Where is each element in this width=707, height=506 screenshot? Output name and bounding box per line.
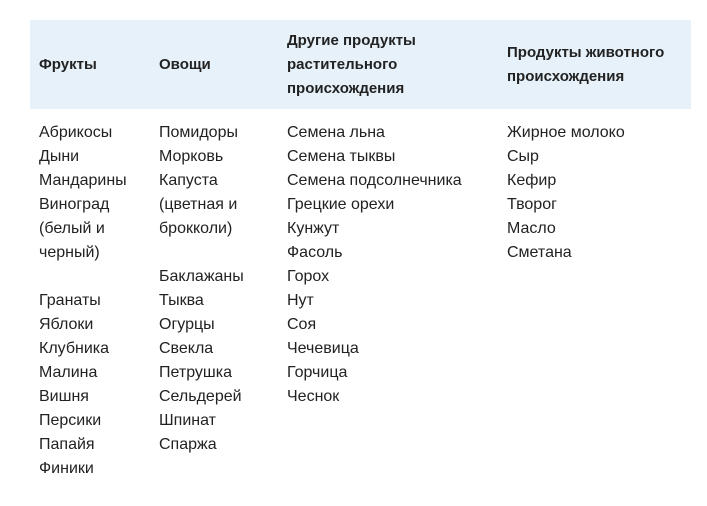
list-item: Яблоки xyxy=(39,316,94,333)
list-item: Жирное молоко xyxy=(507,124,625,141)
column-fruits xyxy=(39,121,149,481)
list-item: Персики xyxy=(39,412,102,429)
list-item: Вишня xyxy=(39,388,89,405)
header-animal-products: Продукты животного происхождения xyxy=(507,43,665,85)
list-item: Грецкие орехи xyxy=(287,196,395,213)
list-item: Масло xyxy=(507,220,556,237)
list-item: Мандарины xyxy=(39,172,127,189)
list-item: Свекла xyxy=(159,340,214,357)
header-vegetables: Овощи xyxy=(159,55,211,73)
list-item: Семена льна xyxy=(287,124,385,141)
list-item: Помидоры xyxy=(159,124,238,141)
list-item: Абрикосы xyxy=(39,124,113,141)
food-table xyxy=(30,20,691,479)
header-fruits: Фрукты xyxy=(39,55,97,73)
table-body xyxy=(30,109,691,479)
list-item: Петрушка xyxy=(159,364,232,381)
list-item: Баклажаны xyxy=(159,268,244,285)
list-item: Огурцы xyxy=(159,316,215,333)
list-item: Сметана xyxy=(507,244,572,261)
list-item: Кефир xyxy=(507,172,557,189)
column-vegetables xyxy=(159,121,277,457)
list-item: Морковь xyxy=(159,148,224,165)
list-item: Сыр xyxy=(507,148,539,165)
list-item: Горох xyxy=(287,268,330,285)
list-item: Семена тыквы xyxy=(287,148,396,165)
list-item: Гранаты xyxy=(39,292,101,309)
row-gap xyxy=(159,241,277,265)
list-item: Шпинат xyxy=(159,412,216,429)
list-item: Семена подсолнечника xyxy=(287,172,462,189)
list-item: Спаржа xyxy=(159,436,217,453)
list-item: Фасоль xyxy=(287,244,343,261)
list-item: Капуста (цветная и брокколи) xyxy=(159,172,238,237)
list-item: Финики xyxy=(39,460,94,477)
list-item: Горчица xyxy=(287,364,348,381)
list-item: Кунжут xyxy=(287,220,340,237)
list-item: Соя xyxy=(287,316,317,333)
list-item: Нут xyxy=(287,292,314,309)
list-item: Тыква xyxy=(159,292,204,309)
list-item: Дыни xyxy=(39,148,80,165)
list-item: Чеснок xyxy=(287,388,340,405)
list-item: Виноград (белый и черный) xyxy=(39,196,110,261)
list-item: Сельдерей xyxy=(159,388,242,405)
list-item: Папайя xyxy=(39,436,95,453)
row-gap xyxy=(39,265,149,289)
column-animal-products xyxy=(507,121,687,265)
list-item: Творог xyxy=(507,196,557,213)
list-item: Малина xyxy=(39,364,98,381)
list-item: Чечевица xyxy=(287,340,359,357)
column-other-plant-products xyxy=(287,121,497,409)
table-header xyxy=(30,20,691,109)
list-item: Клубника xyxy=(39,340,110,357)
header-other-plant-products: Другие продукты растительного происхождения xyxy=(287,31,416,97)
